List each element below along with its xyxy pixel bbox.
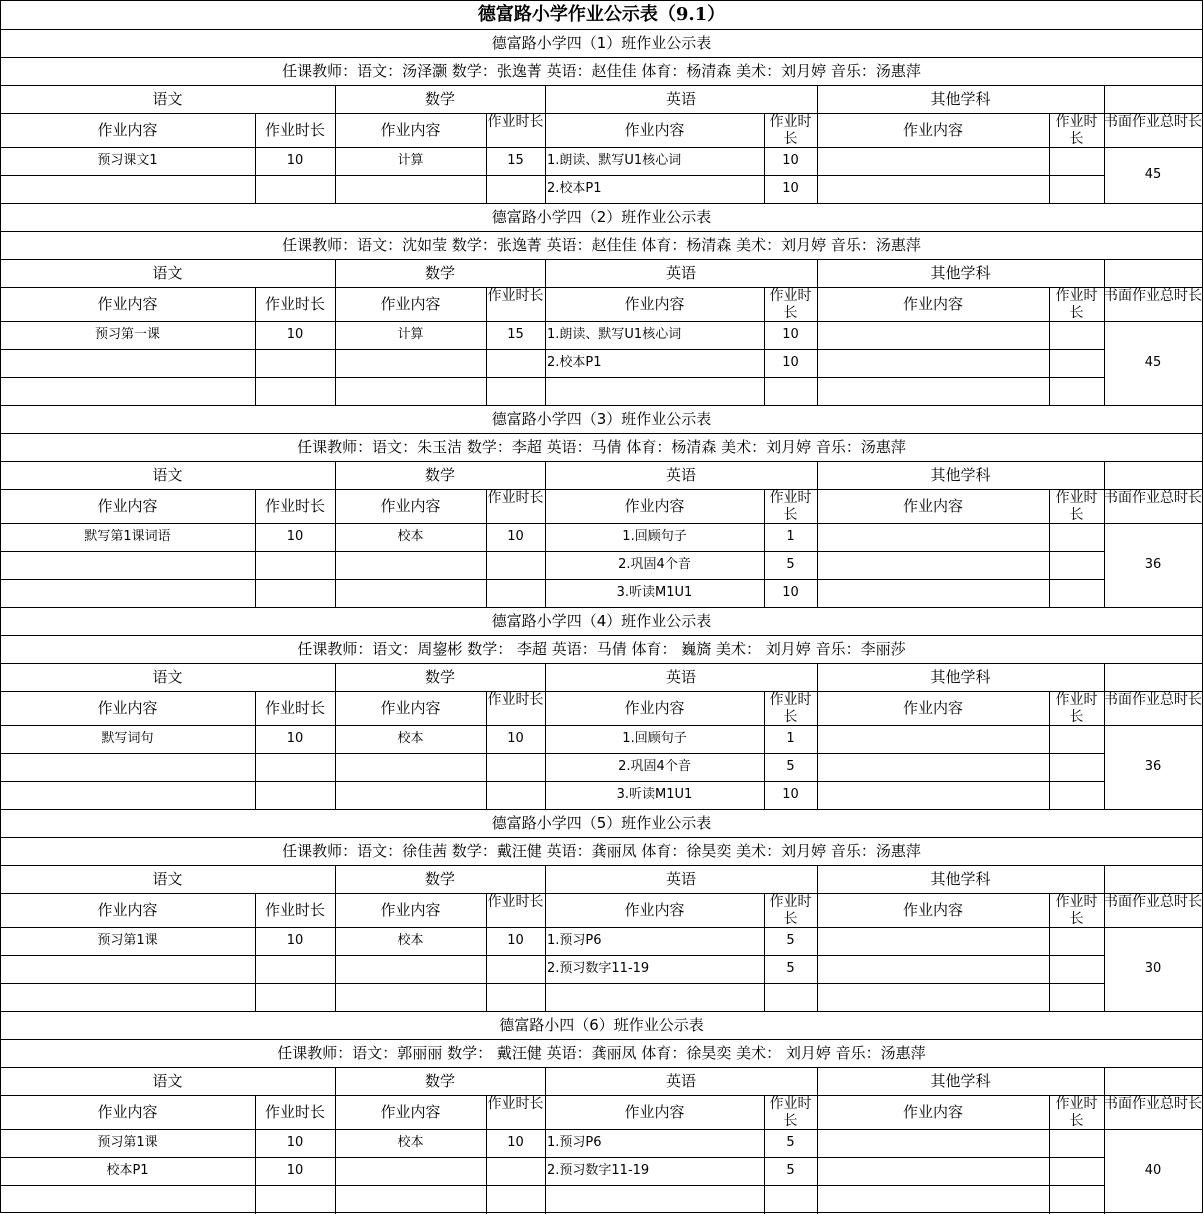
header-duration: 作业时长 <box>264 295 325 313</box>
math-task: 校本 <box>397 933 424 948</box>
header-total: 书面作业总时长 <box>1104 692 1202 708</box>
english-task: 3.听读M1U1 <box>616 585 693 600</box>
subject-english: 英语 <box>665 1072 696 1090</box>
total-duration: 30 <box>1144 961 1162 976</box>
header-duration: 作业时长 <box>264 497 325 515</box>
english-task: 2.预习数字11-19 <box>547 961 650 976</box>
header-content: 作业内容 <box>624 699 685 717</box>
chinese-task: 校本P1 <box>106 1163 149 1178</box>
chinese-duration <box>255 377 335 405</box>
header-content: 作业内容 <box>902 295 963 313</box>
subject-chinese: 语文 <box>152 466 183 484</box>
math-task <box>335 781 486 809</box>
chinese-duration <box>255 1185 335 1213</box>
subject-english: 英语 <box>665 870 696 888</box>
english-duration: 5 <box>786 1135 795 1150</box>
chinese-duration: 10 <box>286 529 304 544</box>
math-duration <box>486 1185 545 1213</box>
header-total: 书面作业总时长 <box>1104 114 1202 130</box>
header-duration: 作业时长 <box>1055 490 1098 523</box>
english-duration <box>764 983 817 1011</box>
math-task: 校本 <box>397 1135 424 1150</box>
header-content: 作业内容 <box>380 901 441 919</box>
english-task: 2.巩固4个音 <box>618 759 691 774</box>
english-duration <box>764 1185 817 1213</box>
header-content: 作业内容 <box>624 901 685 919</box>
total-duration: 45 <box>1144 167 1162 182</box>
header-content: 作业内容 <box>97 295 158 313</box>
math-task: 计算 <box>397 153 424 168</box>
math-task <box>335 377 486 405</box>
chinese-task <box>0 175 255 203</box>
math-duration <box>486 955 545 983</box>
math-duration <box>486 1157 545 1185</box>
header-duration: 作业时长 <box>487 692 544 708</box>
english-duration: 10 <box>782 355 799 370</box>
header-content: 作业内容 <box>380 699 441 717</box>
header-content: 作业内容 <box>624 121 685 139</box>
teacher-list: 任课教师：语文：沈如莹 数学：张逸菁 英语：赵佳佳 体育：杨清森 美术：刘月婷 音乐：汤惠萍 <box>282 236 921 254</box>
header-content: 作业内容 <box>97 699 158 717</box>
english-duration: 10 <box>782 181 799 196</box>
chinese-duration <box>255 983 335 1011</box>
chinese-task <box>0 1185 255 1213</box>
header-duration: 作业时长 <box>769 894 812 927</box>
header-duration: 作业时长 <box>1055 692 1098 725</box>
header-content: 作业内容 <box>97 901 158 919</box>
subject-chinese: 语文 <box>152 668 183 686</box>
header-content: 作业内容 <box>624 497 685 515</box>
math-duration: 10 <box>507 529 524 544</box>
teacher-list: 任课教师：语文：周鋆彬 数学： 李超 英语：马倩 体育： 巍旖 美术： 刘月婷 音乐：李丽莎 <box>297 640 906 658</box>
chinese-task <box>0 781 255 809</box>
chinese-duration <box>255 753 335 781</box>
total-duration: 40 <box>1144 1163 1162 1178</box>
chinese-task: 默写第1课词语 <box>84 529 171 544</box>
chinese-task <box>0 983 255 1011</box>
header-duration: 作业时长 <box>769 288 812 321</box>
english-task: 1.回顾句子 <box>622 529 687 544</box>
header-content: 作业内容 <box>902 1103 963 1121</box>
english-task: 1.回顾句子 <box>622 731 687 746</box>
math-duration: 15 <box>507 153 524 168</box>
class-title: 德富路小学四（2）班作业公示表 <box>491 208 712 226</box>
chinese-task <box>0 753 255 781</box>
chinese-duration <box>255 579 335 607</box>
subject-chinese: 语文 <box>152 264 183 282</box>
subject-chinese: 语文 <box>152 90 183 108</box>
subject-english: 英语 <box>665 90 696 108</box>
chinese-task: 默写词句 <box>101 731 154 746</box>
math-duration: 10 <box>507 1135 524 1150</box>
header-content: 作业内容 <box>97 1103 158 1121</box>
math-task <box>335 753 486 781</box>
subject-other: 其他学科 <box>930 466 991 484</box>
english-duration: 10 <box>782 327 799 342</box>
math-duration <box>486 781 545 809</box>
english-task <box>545 983 764 1011</box>
english-task: 2.校本P1 <box>547 355 602 370</box>
math-task <box>335 349 486 377</box>
math-task: 校本 <box>397 731 424 746</box>
header-duration: 作业时长 <box>769 490 812 523</box>
subject-english: 英语 <box>665 668 696 686</box>
subject-chinese: 语文 <box>152 1072 183 1090</box>
subject-other: 其他学科 <box>930 1072 991 1090</box>
total-duration: 36 <box>1144 557 1162 572</box>
header-duration: 作业时长 <box>487 490 544 506</box>
total-duration: 36 <box>1144 759 1162 774</box>
english-duration: 5 <box>786 759 795 774</box>
english-task: 2.巩固4个音 <box>618 557 691 572</box>
subject-math: 数学 <box>424 466 455 484</box>
subject-other: 其他学科 <box>930 90 991 108</box>
header-duration: 作业时长 <box>1055 114 1098 147</box>
chinese-duration: 10 <box>286 1135 304 1150</box>
subject-other: 其他学科 <box>930 264 991 282</box>
header-duration: 作业时长 <box>264 901 325 919</box>
chinese-task <box>0 349 255 377</box>
header-total: 书面作业总时长 <box>1104 894 1202 910</box>
english-duration: 1 <box>786 731 795 746</box>
header-duration: 作业时长 <box>487 1096 544 1112</box>
math-duration: 10 <box>507 731 524 746</box>
subject-math: 数学 <box>424 264 455 282</box>
header-duration: 作业时长 <box>769 1096 812 1129</box>
math-duration: 15 <box>507 327 524 342</box>
math-task: 校本 <box>397 529 424 544</box>
header-content: 作业内容 <box>97 121 158 139</box>
chinese-duration: 10 <box>286 731 304 746</box>
header-content: 作业内容 <box>902 497 963 515</box>
header-duration: 作业时长 <box>264 1103 325 1121</box>
chinese-duration <box>255 781 335 809</box>
subject-math: 数学 <box>424 1072 455 1090</box>
math-duration: 10 <box>507 933 524 948</box>
header-duration: 作业时长 <box>487 894 544 910</box>
math-task <box>335 1185 486 1213</box>
subject-english: 英语 <box>665 264 696 282</box>
math-task: 计算 <box>397 327 424 342</box>
class-title: 德富路小学四（1）班作业公示表 <box>491 34 712 52</box>
total-duration: 45 <box>1144 355 1162 370</box>
header-total: 书面作业总时长 <box>1104 288 1202 304</box>
math-task <box>335 1157 486 1185</box>
subject-other: 其他学科 <box>930 668 991 686</box>
header-duration: 作业时长 <box>1055 288 1098 321</box>
english-duration <box>764 377 817 405</box>
chinese-duration: 10 <box>286 933 304 948</box>
math-duration <box>486 377 545 405</box>
header-duration: 作业时长 <box>264 121 325 139</box>
header-content: 作业内容 <box>380 1103 441 1121</box>
english-task: 1.预习P6 <box>547 1135 602 1150</box>
english-task: 3.听读M1U1 <box>616 787 693 802</box>
header-duration: 作业时长 <box>1055 894 1098 927</box>
math-task <box>335 955 486 983</box>
english-task: 1.朗读、默写U1核心词 <box>547 327 682 342</box>
math-task <box>335 551 486 579</box>
grid-line <box>0 0 1203 1</box>
english-duration: 5 <box>786 933 795 948</box>
chinese-task <box>0 377 255 405</box>
chinese-duration: 10 <box>286 153 304 168</box>
header-content: 作业内容 <box>902 699 963 717</box>
math-duration <box>486 983 545 1011</box>
math-task <box>335 175 486 203</box>
chinese-duration <box>255 175 335 203</box>
chinese-duration <box>255 349 335 377</box>
class-title: 德富路小学四（3）班作业公示表 <box>491 410 712 428</box>
header-duration: 作业时长 <box>264 699 325 717</box>
english-duration: 10 <box>782 153 799 168</box>
chinese-task: 预习课文1 <box>97 153 158 168</box>
header-content: 作业内容 <box>902 901 963 919</box>
header-duration: 作业时长 <box>769 114 812 147</box>
header-total: 书面作业总时长 <box>1104 490 1202 506</box>
subject-chinese: 语文 <box>152 870 183 888</box>
sheet-title: 德富路小学作业公示表（9.1） <box>477 4 726 25</box>
english-duration: 1 <box>786 529 795 544</box>
english-duration: 5 <box>786 1163 795 1178</box>
teacher-list: 任课教师：语文：朱玉洁 数学：李超 英语：马倩 体育：杨清森 美术：刘月婷 音乐：汤惠萍 <box>297 438 906 456</box>
math-duration <box>486 349 545 377</box>
header-content: 作业内容 <box>97 497 158 515</box>
subject-math: 数学 <box>424 90 455 108</box>
chinese-duration: 10 <box>286 1163 304 1178</box>
header-content: 作业内容 <box>380 295 441 313</box>
header-duration: 作业时长 <box>487 114 544 130</box>
english-task <box>545 377 764 405</box>
english-task <box>545 1185 764 1213</box>
math-duration <box>486 175 545 203</box>
math-duration <box>486 579 545 607</box>
header-content: 作业内容 <box>624 295 685 313</box>
teacher-list: 任课教师：语文：汤泽灏 数学：张逸菁 英语：赵佳佳 体育：杨清森 美术：刘月婷 音乐：汤惠萍 <box>282 62 921 80</box>
chinese-task: 预习第1课 <box>97 933 158 948</box>
chinese-duration <box>255 955 335 983</box>
header-content: 作业内容 <box>902 121 963 139</box>
header-content: 作业内容 <box>380 121 441 139</box>
subject-math: 数学 <box>424 870 455 888</box>
math-duration <box>486 753 545 781</box>
header-duration: 作业时长 <box>1055 1096 1098 1129</box>
english-duration: 10 <box>782 787 799 802</box>
math-task <box>335 579 486 607</box>
class-title: 德富路小四（6）班作业公示表 <box>499 1016 704 1034</box>
english-task: 1.朗读、默写U1核心词 <box>547 153 682 168</box>
class-title: 德富路小学四（4）班作业公示表 <box>491 612 712 630</box>
english-task: 1.预习P6 <box>547 933 602 948</box>
subject-other: 其他学科 <box>930 870 991 888</box>
teacher-list: 任课教师：语文：徐佳茜 数学：戴汪健 英语：龚丽凤 体育：徐昊奕 美术：刘月婷 音乐：汤惠萍 <box>282 842 921 860</box>
header-content: 作业内容 <box>624 1103 685 1121</box>
chinese-duration <box>255 551 335 579</box>
chinese-task <box>0 579 255 607</box>
math-duration <box>486 551 545 579</box>
chinese-task <box>0 551 255 579</box>
chinese-duration: 10 <box>286 327 304 342</box>
english-duration: 5 <box>786 961 795 976</box>
chinese-task: 预习第一课 <box>94 327 160 342</box>
english-duration: 10 <box>782 585 799 600</box>
header-content: 作业内容 <box>380 497 441 515</box>
math-task <box>335 983 486 1011</box>
chinese-task: 预习第1课 <box>97 1135 158 1150</box>
teacher-list: 任课教师：语文：郭丽丽 数学： 戴汪健 英语：龚丽凤 体育：徐昊奕 美术： 刘月婷 音乐：汤惠萍 <box>277 1044 926 1062</box>
subject-math: 数学 <box>424 668 455 686</box>
header-total: 书面作业总时长 <box>1104 1096 1202 1112</box>
class-title: 德富路小学四（5）班作业公示表 <box>491 814 712 832</box>
english-task: 2.校本P1 <box>547 181 602 196</box>
chinese-task <box>0 955 255 983</box>
english-duration: 5 <box>786 557 795 572</box>
header-duration: 作业时长 <box>769 692 812 725</box>
subject-english: 英语 <box>665 466 696 484</box>
header-duration: 作业时长 <box>487 288 544 304</box>
english-task: 2.预习数字11-19 <box>547 1163 650 1178</box>
